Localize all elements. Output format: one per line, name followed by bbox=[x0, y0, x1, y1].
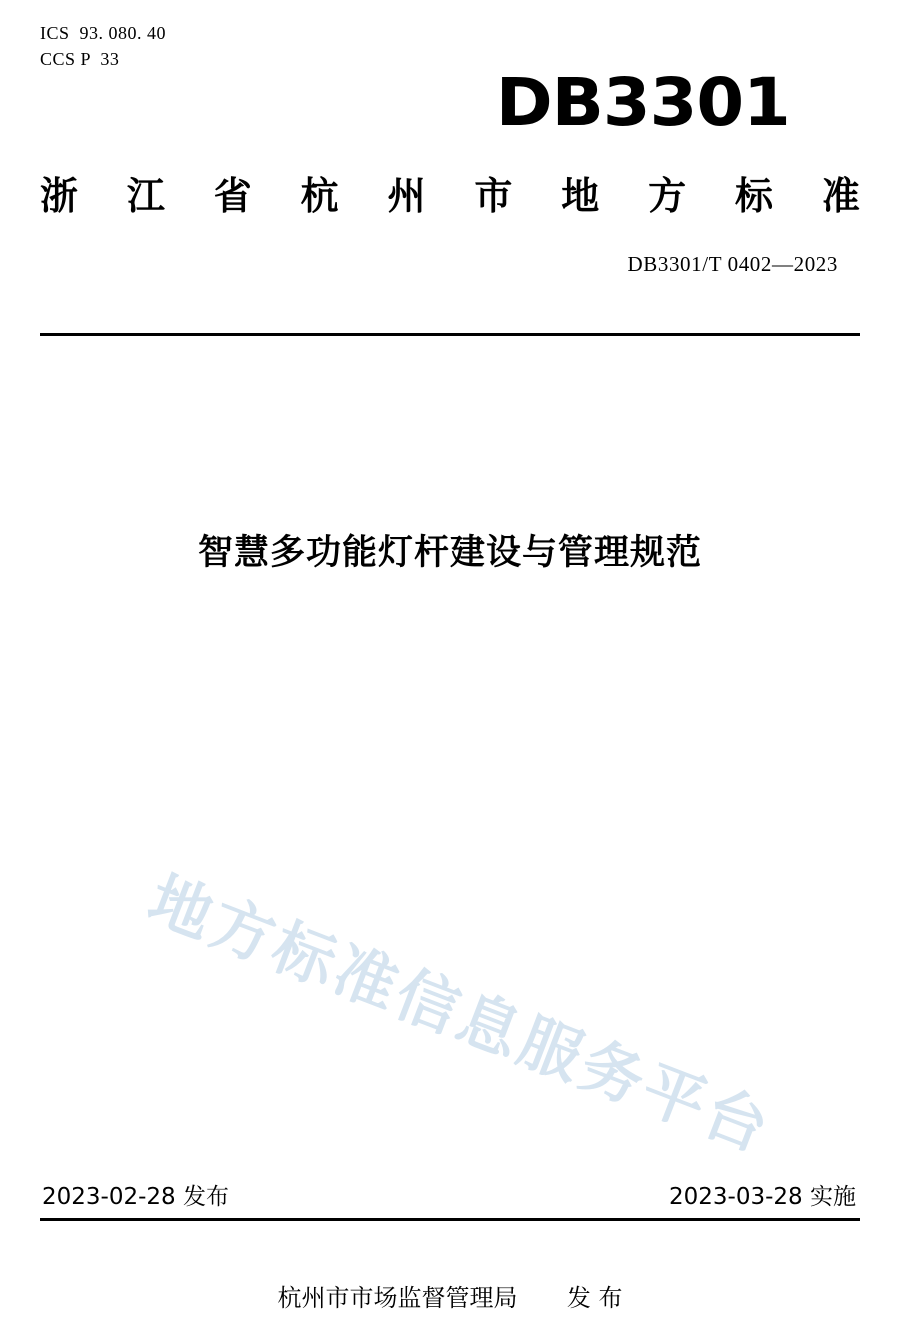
banner-char: 州 bbox=[387, 174, 426, 218]
footer-divider bbox=[40, 1218, 860, 1221]
banner-char: 省 bbox=[213, 174, 252, 218]
watermark-text: 地方标准信息服务平台 bbox=[139, 862, 782, 1167]
banner-char: 江 bbox=[126, 174, 165, 218]
banner-char: 准 bbox=[821, 174, 860, 218]
issuer-line bbox=[0, 1278, 900, 1313]
banner-char: 标 bbox=[735, 174, 774, 218]
banner-char: 浙 bbox=[40, 174, 79, 218]
banner-char: 杭 bbox=[300, 174, 339, 218]
db-standard-mark: DB3301 bbox=[495, 64, 790, 141]
classification-codes bbox=[40, 20, 166, 72]
standard-banner bbox=[40, 165, 860, 220]
implement-date: 2023-03-28 实施 bbox=[669, 1184, 856, 1210]
issuer-name: 杭州市市场监督管理局 bbox=[277, 1284, 518, 1312]
banner-char: 方 bbox=[648, 174, 687, 218]
issuer-action: 发 布 bbox=[566, 1284, 623, 1312]
standard-number: DB3301/T 0402—2023 bbox=[627, 252, 838, 276]
ics-code: ICS 93. 080. 40 bbox=[40, 23, 167, 43]
page-title: 智慧多功能灯杆建设与管理规范 bbox=[197, 533, 702, 573]
banner-char: 市 bbox=[474, 174, 513, 218]
ccs-code: CCS P 33 bbox=[40, 49, 120, 70]
banner-char: 地 bbox=[561, 174, 600, 218]
watermark bbox=[139, 790, 790, 1170]
header-divider bbox=[40, 333, 860, 336]
publish-date: 2023-02-28 发布 bbox=[42, 1184, 229, 1210]
